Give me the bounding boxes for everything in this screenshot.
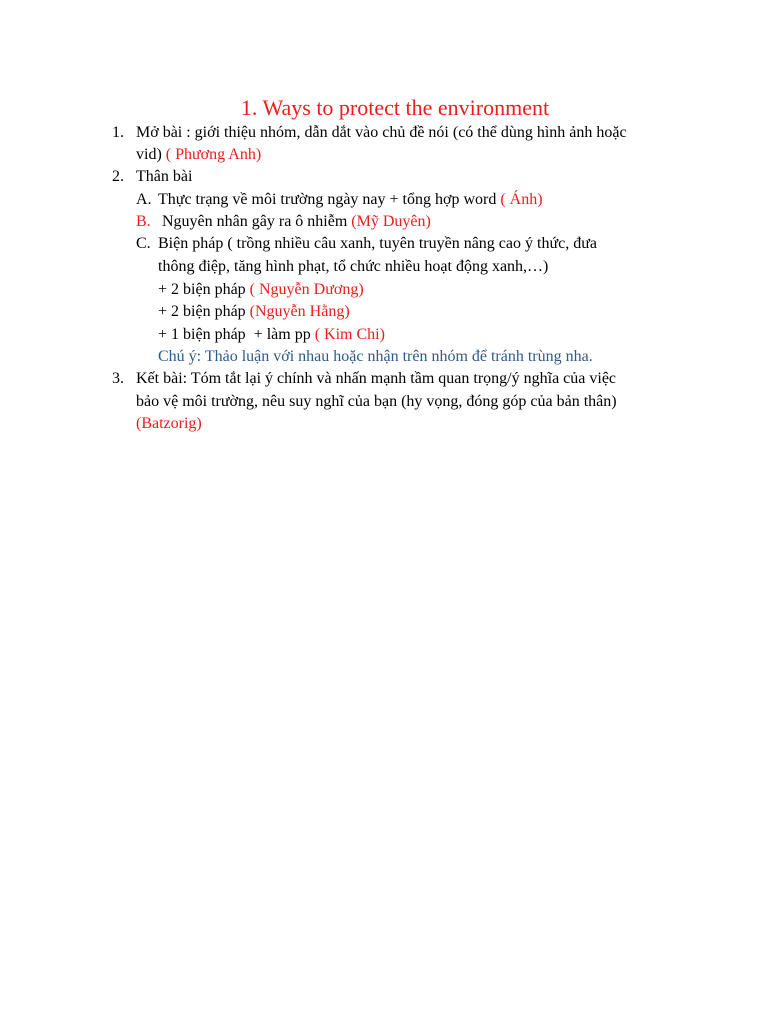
item-2a-marker: A. — [136, 191, 152, 208]
item-1-text-tail: vid) — [136, 146, 162, 163]
item-3-text-line2: bảo vệ môi trường, nêu suy nghĩ của bạn (hy vọng, đóng góp của bản thân) — [136, 393, 617, 410]
item-1-assignee: ( Phương Anh) — [165, 146, 262, 163]
item-2c-sub-2 — [158, 301, 350, 323]
item-2b-marker: B. — [136, 213, 151, 230]
item-2b-line — [162, 211, 431, 233]
item-2c-sub-1 — [158, 279, 364, 301]
item-2-number: 2. — [112, 168, 124, 185]
item-2c-sub-1-assignee: ( Nguyễn Dương) — [249, 281, 364, 298]
item-1-text-line1: Mở bài : giới thiệu nhóm, dẫn dắt vào chủ đề nói (có thể dùng hình ảnh hoặc — [136, 124, 627, 141]
item-2-text: Thân bài — [136, 168, 193, 185]
item-1-text-line2 — [136, 144, 261, 166]
item-2b-assignee: (Mỹ Duyên) — [351, 213, 431, 230]
item-2b-text: Nguyên nhân gây ra ô nhiễm — [162, 213, 348, 230]
item-3-text-line1: Kết bài: Tóm tắt lại ý chính và nhấn mạnh tầm quan trọng/ý nghĩa của việc — [136, 370, 617, 387]
item-2a-line — [158, 189, 543, 211]
item-2c-sub-2-assignee: (Nguyễn Hằng) — [249, 303, 350, 320]
item-2a-text: Thực trạng về môi trường ngày nay + tổng hợp word — [158, 191, 497, 208]
document-title: 1. Ways to protect the environment — [240, 95, 550, 120]
item-2c-sub-1-text: + 2 biện pháp — [158, 281, 246, 298]
item-2c-sub-3-assignee: ( Kim Chi) — [314, 326, 385, 343]
item-2c-marker: C. — [136, 235, 151, 252]
item-2a-assignee: ( Ánh) — [500, 191, 543, 208]
item-2c-note: Chú ý: Thảo luận với nhau hoặc nhận trên nhóm để tránh trùng nha. — [158, 348, 593, 365]
item-2c-sub-3-text: + 1 biện pháp + làm pp — [158, 326, 311, 343]
item-3-number: 3. — [112, 370, 124, 387]
item-2c-sub-2-text: + 2 biện pháp — [158, 303, 246, 320]
item-1-number: 1. — [112, 124, 124, 141]
item-2c-sub-3 — [158, 324, 385, 346]
item-3-assignee: (Batzorig) — [136, 415, 202, 432]
item-2c-text-line2: thông điệp, tăng hình phạt, tổ chức nhiều hoạt động xanh,…) — [158, 258, 549, 275]
item-2c-text-line1: Biện pháp ( trồng nhiều câu xanh, tuyên truyền nâng cao ý thức, đưa — [158, 235, 597, 252]
